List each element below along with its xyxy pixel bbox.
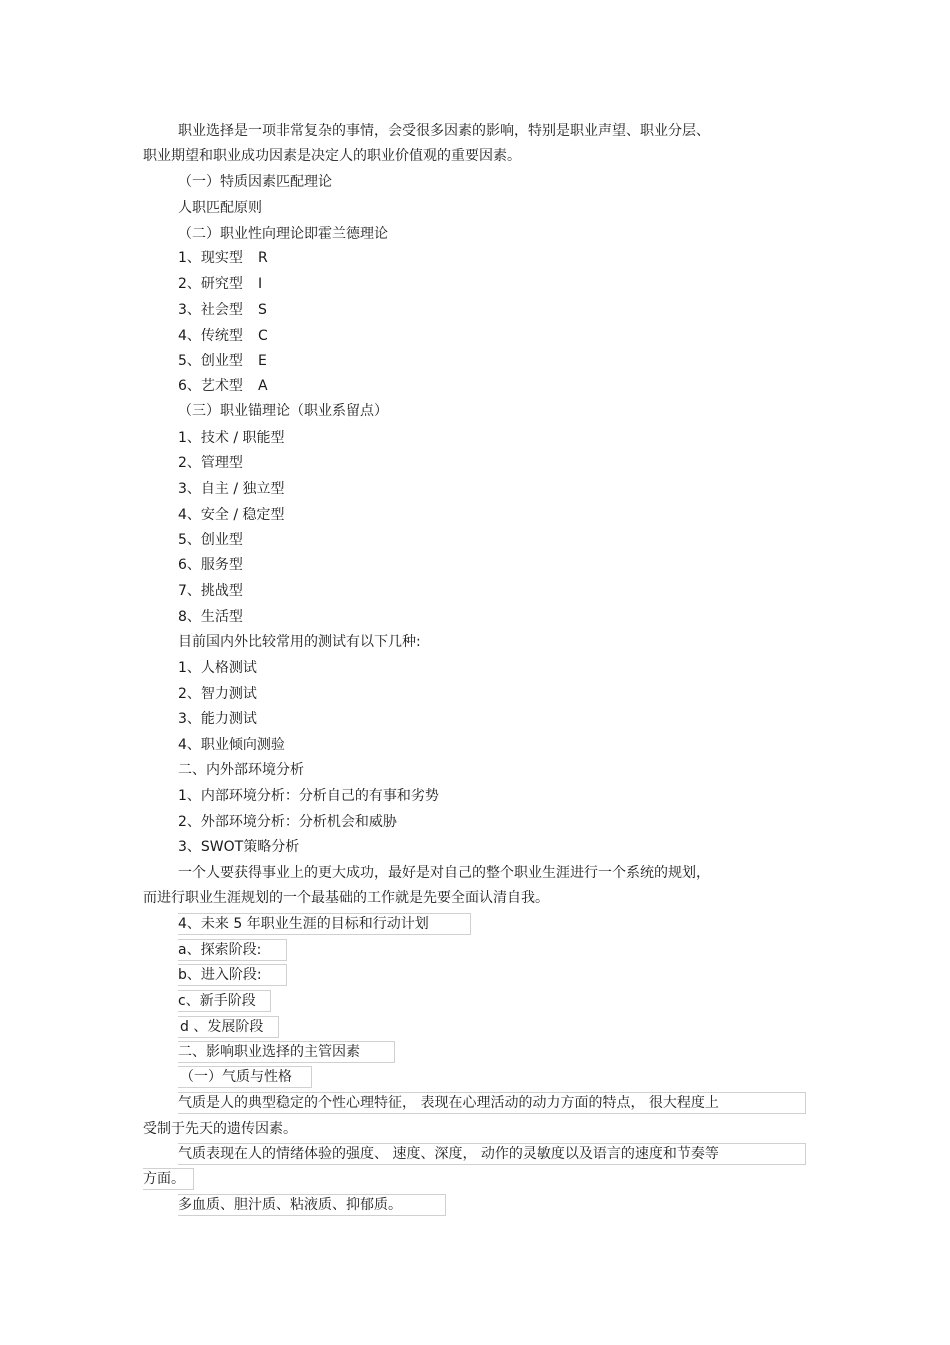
env-heading: 二、内外部环境分析 [178, 762, 304, 778]
planning-line-1: 一个人要获得事业上的更大成功，最好是对自己的整个职业生涯进行一个系统的规划， [178, 865, 710, 881]
factors-subheading: （一）气质与性格 [180, 1069, 292, 1085]
anchor-item: 8、生活型 [178, 609, 243, 625]
holland-item [178, 327, 268, 345]
env-item: 3、SWOT策略分析 [178, 839, 300, 855]
tests-heading: 目前国内外比较常用的测试有以下几种: [178, 634, 421, 650]
trait-principle: 人职匹配原则 [178, 200, 262, 216]
holland-item-code: R [258, 250, 268, 266]
tests-item: 2、智力测试 [178, 686, 257, 702]
env-item: 2、外部环境分析：分析机会和威胁 [178, 814, 397, 830]
holland-item [178, 352, 267, 370]
temperament-types: 多血质、胆汁质、粘液质、抑郁质。 [178, 1197, 402, 1213]
trait-theory-heading: （一）特质因素匹配理论 [178, 174, 332, 190]
holland-item-code: E [258, 353, 267, 369]
holland-item-code: C [258, 328, 268, 344]
planning-line-2: 而进行职业生涯规划的一个最基础的工作就是先要全面认清自我。 [143, 890, 549, 906]
five-year-heading: 4、未来 5 年职业生涯的目标和行动计划 [178, 916, 429, 932]
holland-item-label: 2、研究型 [178, 276, 243, 292]
stage-item: b、进入阶段: [178, 967, 262, 983]
holland-item-label: 1、现实型 [178, 250, 243, 266]
holland-item-label: 5、创业型 [178, 353, 243, 369]
anchor-item: 6、服务型 [178, 557, 243, 573]
anchor-item: 7、挑战型 [178, 583, 243, 599]
holland-item [178, 275, 262, 293]
anchor-item: 2、管理型 [178, 455, 243, 471]
anchor-item: 1、技术 / 职能型 [178, 430, 285, 446]
factors-heading: 二、影响职业选择的主管因素 [178, 1044, 360, 1060]
anchor-item: 3、自主 / 独立型 [178, 481, 285, 497]
intro-line-2: 职业期望和职业成功因素是决定人的职业价值观的重要因素。 [143, 148, 521, 164]
anchor-heading: （三）职业锚理论（职业系留点） [178, 403, 388, 419]
holland-item-label: 3、社会型 [178, 302, 243, 318]
holland-item [178, 249, 268, 267]
holland-item-code: A [258, 378, 268, 394]
temperament-p1-line-2: 受制于先天的遗传因素。 [143, 1121, 297, 1137]
anchor-item: 4、安全 / 稳定型 [178, 507, 285, 523]
intro-line-1: 职业选择是一项非常复杂的事情，会受很多因素的影响，特别是职业声望、职业分层、 [178, 123, 710, 139]
holland-item-label: 6、艺术型 [178, 378, 243, 394]
temperament-p2-line-1: 气质表现在人的情绪体验的强度、 速度、深度， 动作的灵敏度以及语言的速度和节奏等 [178, 1146, 719, 1162]
stage-item: c、新手阶段 [178, 993, 256, 1009]
stage-item: d 、发展阶段 [180, 1019, 264, 1035]
env-item: 1、内部环境分析：分析自己的有事和劣势 [178, 788, 439, 804]
tests-item: 4、职业倾向测验 [178, 737, 285, 753]
temperament-p2-line-2: 方面。 [143, 1171, 185, 1187]
holland-item [178, 301, 267, 319]
tests-item: 3、能力测试 [178, 711, 257, 727]
holland-item-code: I [258, 276, 263, 292]
tests-item: 1、人格测试 [178, 660, 257, 676]
holland-item-code: S [258, 302, 267, 318]
anchor-item: 5、创业型 [178, 532, 243, 548]
stage-item: a、探索阶段: [178, 942, 262, 958]
temperament-p1-line-1: 气质是人的典型稳定的个性心理特征， 表现在心理活动的动力方面的特点， 很大程度上 [178, 1095, 719, 1111]
holland-heading: （二）职业性向理论即霍兰德理论 [178, 226, 388, 242]
holland-item-label: 4、传统型 [178, 328, 243, 344]
holland-item [178, 377, 268, 395]
